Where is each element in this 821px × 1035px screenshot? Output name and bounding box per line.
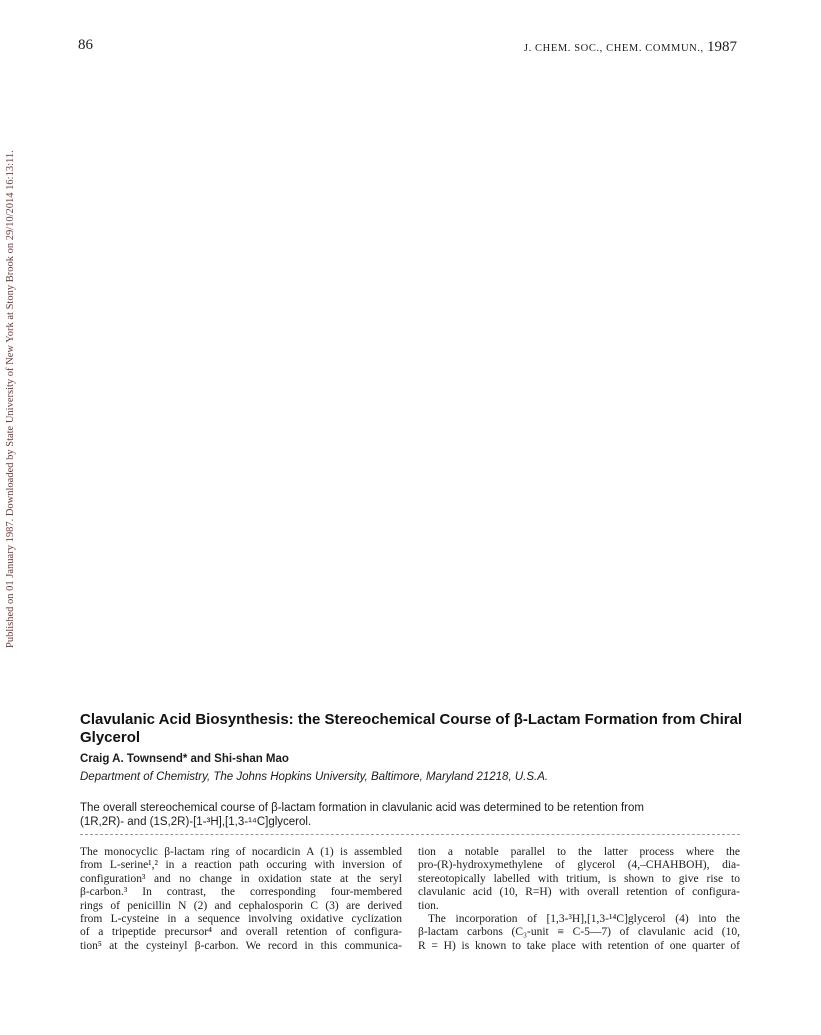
body-column-right <box>418 846 740 953</box>
body-line: β-carbon.³ In contrast, the corresponding four-membered <box>80 886 402 899</box>
body-line: tion a notable parallel to the latter process where the <box>418 846 740 858</box>
article-title: Clavulanic Acid Biosynthesis: the Stereochemical Course of β-Lactam Formation from Chiral Glycerol <box>80 711 743 746</box>
body-column-left <box>80 846 402 953</box>
body-line: pro-(R)-hydroxymethylene of glycerol (4,–CHAHBOH), dia- <box>418 859 740 872</box>
download-watermark: Published on 01 January 1987. Downloaded by State University of New York at Stony Brook on 29/10/2014 16:13:11. <box>5 150 16 648</box>
article-abstract <box>80 801 750 829</box>
running-head <box>524 39 737 56</box>
journal-year: 1987 <box>707 39 737 55</box>
abstract-divider <box>80 834 740 835</box>
body-line: The monocyclic β-lactam ring of nocardicin A (1) is assembled <box>80 846 402 858</box>
body-line: rings of penicillin N (2) and cephalosporin C (3) are derived <box>80 899 402 912</box>
abstract-line: The overall stereochemical course of β-lactam formation in clavulanic acid was determined to be retention from <box>80 802 644 814</box>
body-line: of a tripeptide precursor⁴ and overall retention of configura- <box>80 926 402 939</box>
body-line: from L-cysteine in a sequence involving oxidative cyclization <box>80 913 402 926</box>
article-authors: Craig A. Townsend* and Shi-shan Mao <box>80 753 289 765</box>
body-line: stereotopically labelled with tritium, is shown to give rise to <box>418 872 740 885</box>
body-line: The incorporation of [1,3-³H],[1,3-¹⁴C]glycerol (4) into the <box>428 913 740 926</box>
body-line: from L-serine¹,² in a reaction path occuring with inversion of <box>80 859 402 872</box>
body-line: clavulanic acid (10, R=H) with overall retention of configura- <box>418 886 740 899</box>
journal-name: J. CHEM. SOC., CHEM. COMMUN., <box>523 43 707 54</box>
body-line: R = H) is known to take place with retention of one quarter of <box>418 939 740 952</box>
body-line: tion. <box>418 899 439 912</box>
page-number: 86 <box>78 37 93 53</box>
body-line: tion⁵ at the cysteinyl β-carbon. We record in this communica- <box>80 939 402 952</box>
body-line: configuration³ and no change in oxidation state at the seryl <box>80 872 402 885</box>
body-line: β-lactam carbons (C₃-unit ≡ C-5—7) of clavulanic acid (10, <box>418 926 740 939</box>
article-affiliation: Department of Chemistry, The Johns Hopkins University, Baltimore, Maryland 21218, U.S.A. <box>80 771 549 783</box>
abstract-line: (1R,2R)- and (1S,2R)-[1-³H],[1,3-¹⁴C]glycerol. <box>80 816 312 828</box>
